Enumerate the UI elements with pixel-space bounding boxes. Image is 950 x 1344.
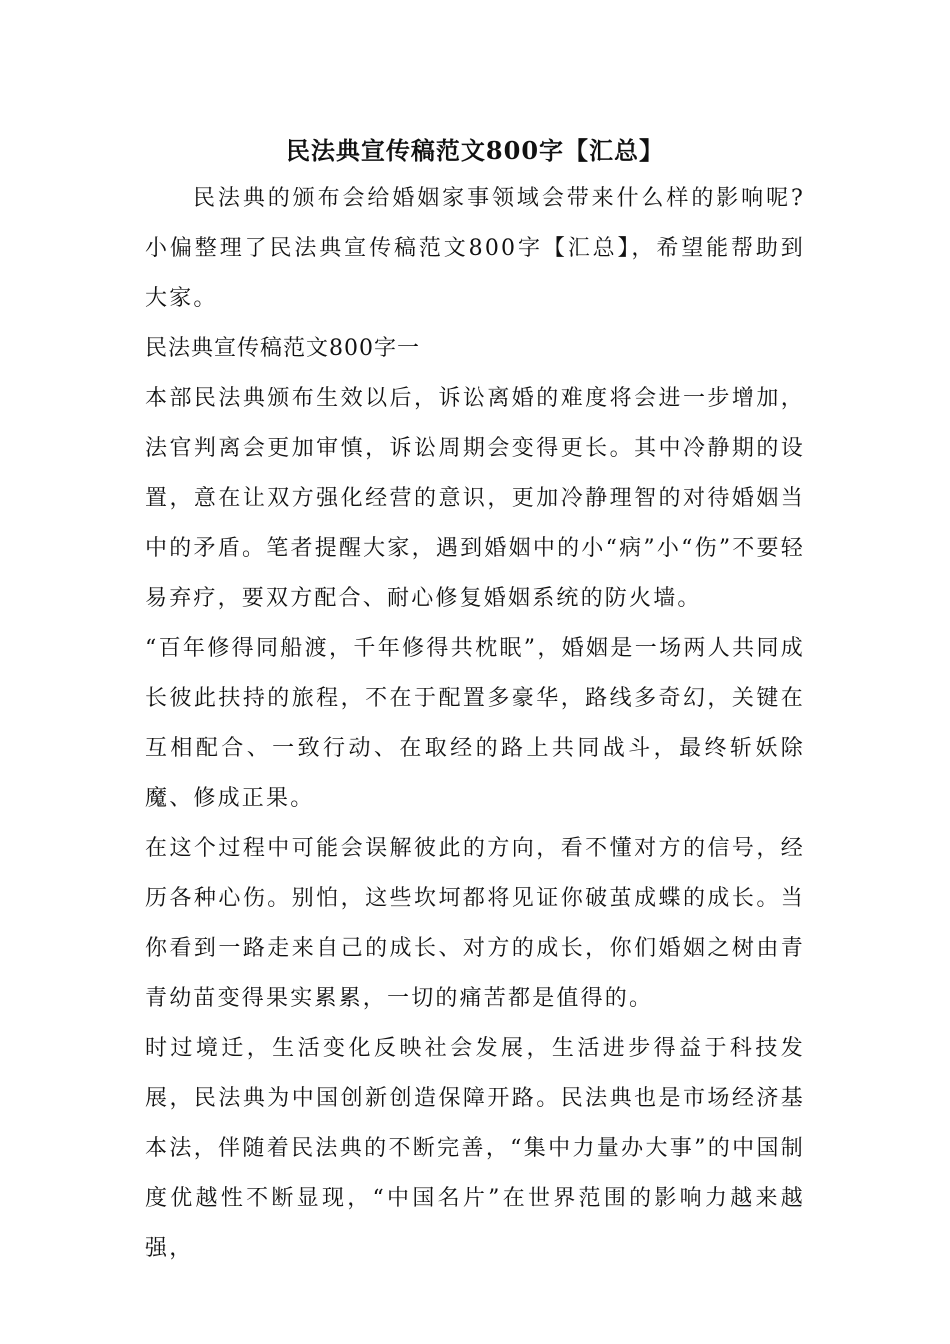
intro-paragraph: 民法典的颁布会给婚姻家事领域会带来什么样的影响呢?小偏整理了民法典宣传稿范文800字【汇总】，希望能帮助到大家。: [145, 186, 805, 311]
document-body: [145, 128, 805, 1274]
body-paragraph: 本部民法典颁布生效以后，诉讼离婚的难度将会进一步增加，法官判离会更加审慎，诉讼周期会变得更长。其中冷静期的设置，意在让双方强化经营的意识，更加冷静理智的对待婚姻当中的矛盾。笔者提醒大家，遇到婚姻中的小“病”小“伤”不要轻易弃疗，要双方配合、耐心修复婚姻系统的防火墙。: [145, 386, 805, 611]
body-paragraph: 在这个过程中可能会误解彼此的方向，看不懂对方的信号，经历各种心伤。别怕，这些坎坷都将见证你破茧成蝶的成长。当你看到一路走来自己的成长、对方的成长，你们婚姻之树由青青幼苗变得果实累累，一切的痛苦都是值得的。: [145, 836, 805, 1011]
body-paragraph: 时过境迁，生活变化反映社会发展，生活进步得益于科技发展，民法典为中国创新创造保障开路。民法典也是市场经济基本法，伴随着民法典的不断完善，“集中力量办大事”的中国制度优越性不断显现，“中国名片”在世界范围的影响力越来越强，: [145, 1036, 805, 1261]
document-title: 民法典宣传稿范文800字【汇总】: [285, 136, 665, 165]
body-paragraph: “百年修得同船渡，千年修得共枕眠”，婚姻是一场两人共同成长彼此扶持的旅程，不在于配置多豪华，路线多奇幻，关键在互相配合、一致行动、在取经的路上共同战斗，最终斩妖除魔、修成正果。: [145, 636, 805, 811]
section-heading: 民法典宣传稿范文800字一: [145, 336, 420, 361]
